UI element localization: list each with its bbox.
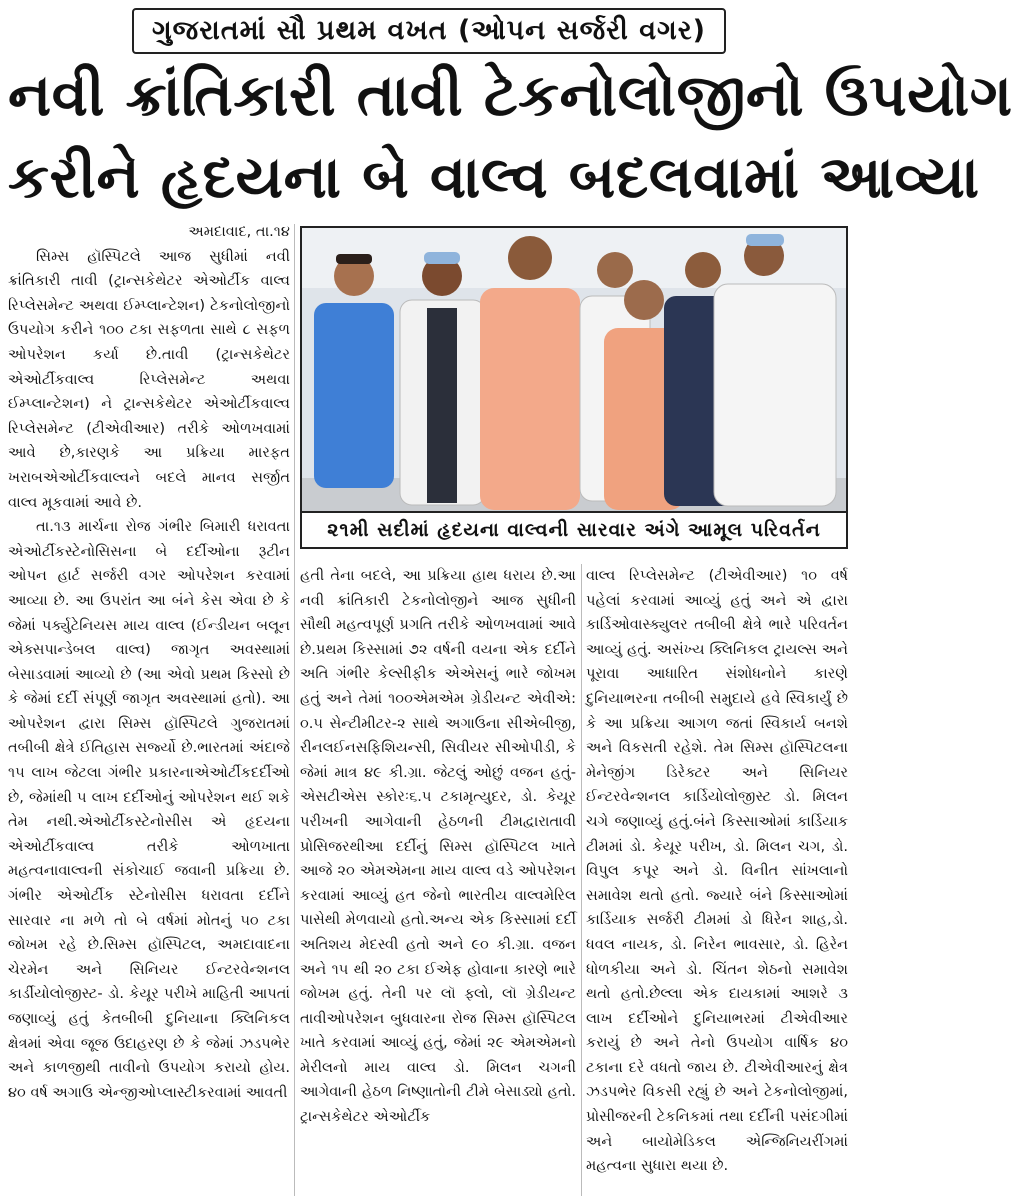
column-divider	[294, 224, 295, 1196]
headline-line-2: કરીને હૃદયના બે વાલ્વ બદલવામાં આવ્યા	[8, 143, 980, 211]
article-column-2	[300, 564, 576, 1196]
kicker-banner	[132, 8, 726, 54]
article-column-2-text: હતી તેના બદલે, આ પ્રક્રિયા હાથ ધરાય છે.આ નવી ક્રાંતિકારી ટેકનોલોજીને આજ સુધીની સૌથી મહત્વપૂર્ણ પ્રગતિ તરીકે ઓળખવામાં આવે છે.પ્રથમ કિસ્સામાં ૭૨ વર્ષની વયના એક દર્દીને અતિ ગંભીર કેલ્સીફીક એએસનું ભારે જોખમ હતું અને તેમાં ૧૦૦એમએમ ગ્રેડીયન્ટ એવીએ: ૦.૫ સેન્ટીમીટર-૨ સાથે અગાઉના સીએબીજી, રીનલઈનસફિશિયન્સી, સિવીયર સીઓપીડી, કે જેમાં માત્ર ૪૯ કી.ગ્રા. જેટલું ઓછું વજન હતું- એસટીએસ સ્કોરઃ૬.૫ ટકામૃત્યુદર, ડો. કેયૂર પરીખની આગેવાની હેઠળની ટીમદ્વારાતાવી પ્રોસિજરથીઆ દર્દીનું સિમ્સ હૉસ્પિટલ ખાતે આજે ૨૦ એમએમના માય વાલ્વ વડે ઓપરેશન કરવામાં આવ્યું હત જેનો ભારતીય વાલ્વમેરિલ પાસેથી મેળવાયો હતો.અન્ય એક કિસ્સામાં દર્દી અતિશય મેદસ્વી હતો અને ૯૦ કી.ગ્રા. વજન અને ૧૫ થી ૨૦ ટકા ઈએફ હોવાના કારણે ભારે જોખમ હતું. તેની પર લૉ ફ્લો, લૉ ગ્રેડીયન્ટ તાવીઓપરેશન બુધવારના રોજ સિમ્સ હૉસ્પિટલ ખાતે કરવામાં આવ્યું હતું, જેમાં ૨૯ એમએમનો મેરીલનો માય વાલ્વ ડો. મિલન ચગની આગેવાની હેઠળ નિષ્ણાતોની ટીમે બેસાડ્યો હતો. ટ્રાન્સકેથેટર એઓર્ટીક	[300, 567, 576, 1126]
article-paragraph-2: તા.૧૩ માર્ચના રોજ ગંભીર બિમારી ધરાવતા એઓર્ટીકસ્ટેનોસિસના બે દર્દીઓના રૂટીન ઓપન હાર્ટ સર્જરી વગર ઓપરેશન કરવામાં આવ્યા છે. આ ઉપરાંત આ બંને કેસ એવા છે કે જેમાં પર્ક્યુટેનિયસ માય વાલ્વ (ઈન્ડીયન બલૂન એક્સપાન્ડેબલ વાલ્વ) જાગૃત અવસ્થામાં બેસાડવામાં આવ્યો છે (આ એવો પ્રથમ કિસ્સો છે કે જેમાં દર્દી સંપૂર્ણ જાગૃત અવસ્થામાં હતો). આ ઓપરેશન દ્વારા સિમ્સ હૉસ્પિટલે ગુજરાતમાં તબીબી ક્ષેત્રે ઈતિહાસ સર્જ્યો છે.ભારતમાં અંદાજે ૧૫ લાખ જેટલા ગંભીર પ્રકારનાએઓર્ટીકદર્દીઓ છે, જેમાંથી ૫ લાખ દર્દીઓનું ઓપરેશન થઈ શકે તેમ નથી.એઓર્ટીકસ્ટેનોસીસ એ હૃદયના એઓર્ટીકવાલ્વ તરીકે ઓળખાતા મહત્વનાવાલ્વની સંકોચાઈ જવાની પ્રક્રિયા છે. ગંભીર એઓર્ટીક સ્ટેનોસીસ ધરાવતા દર્દીને સારવાર ના મળે તો બે વર્ષમાં મોતનું ૫૦ ટકા જોખમ રહે છે.સિમ્સ હૉસ્પિટલ, અમદાવાદના ચેરમેન અને સિનિયર ઈન્ટરવેન્શનલ કાર્ડીયોલોજીસ્ટ- ડો. કેયૂર પરીખે માહિતી આપતાં જણાવ્યું હતું કેતબીબી દુનિયાના ક્લિનિકલ ક્ષેત્રમાં એવા જૂજ ઉદાહરણ છે કે જેમાં ઝડપભેર અને કાળજીથી તાવીનો ઉપયોગ કરાયો હોય. ૪૦ વર્ષ અગાઉ એન્જીઓપ્લાસ્ટીકરવામાં આવતી	[8, 518, 290, 1101]
news-photo	[300, 226, 848, 549]
article-column-3-text: વાલ્વ રિપ્લેસમેન્ટ (ટીએવીઆર) ૧૦ વર્ષ પહેલાં કરવામાં આવ્યું હતું અને એ દ્વારા કાર્ડિઓવાસ્ક્યુલર તબીબી ક્ષેત્રે ભારે પરિવર્તન આવ્યું હતું. અસંખ્ય ક્લિનિકલ ટ્રાયલ્સ અને પૂરાવા આધારિત સંશોધનોને કારણે દુનિયાભરના તબીબી સમુદાયે હવે સ્વિકાર્યું છે કે આ પ્રક્રિયા આગળ જતાં સ્વિકાર્ય બનશે અને વિકસતી રહેશે. તેમ સિમ્સ હૉસ્પિટલના મેનેજીંગ ડિરેક્ટર અને સિનિયર ઈન્ટરવેન્શનલ કાર્ડિયોલોજીસ્ટ ડો. મિલન ચગે જણાવ્યું હતું.બંને કિસ્સાઓમાં કાર્ડિયાક ટીમમાં ડો. કેયૂર પરીખ, ડો. મિલન ચગ, ડો. વિપુલ કપૂર અને ડો. વિનીત સાંખલાનો સમાવેશ થતો હતો. જ્યારે બંને કિસ્સાઓમાં કાર્ડિયાક સર્જરી ટીમમાં ડો ધિરેન શાહ,ડો. ધવલ નાયક, ડો. નિરેન ભાવસાર, ડો. હિરેન ધોળકીયા અને ડો. ચિંતન શેઠનો સમાવેશ થતો હતો.છેલ્લા એક દાયકામાં આશરે ૩ લાખ દર્દીઓને દુનિયાભરમાં ટીએવીઆર કરાયું છે અને તેનો ઉપયોગ વાર્ષિક ૪૦ ટકાના દરે વધતો જાય છે. ટીએવીઆરનું ક્ષેત્ર ઝડપભેર વિકસી રહ્યું છે અને ટેકનોલોજીમાં, પ્રોસીજરની ટેકનિકમાં તથા દર્દીની પસંદગીમાં અને બાયોમેડિકલ એન્જિનિયરીંગમાં મહત્વના સુધારા થયા છે.	[586, 567, 848, 1175]
photo-caption-text: ૨૧મી સદીમાં હૃદયના વાલ્વની સારવાર અંગે આમૂલ પરિવર્તન	[327, 519, 821, 541]
column-divider	[581, 564, 582, 1196]
photo-group-of-doctors	[302, 228, 846, 511]
headline-line-1: નવી ક્રાંતિકારી તાવી ટેકનોલોજીનો ઉપયોગ	[8, 61, 1013, 129]
article-paragraph-1: સિમ્સ હૉસ્પિટલે આજ સુધીમાં નવી ક્રાંતિકારી તાવી (ટ્રાન્સકેથેટર એઓર્ટીક વાલ્વ રિપ્લેસમેન્ટ અથવા ઈમ્પ્લાન્ટેશન) ટેકનોલોજીનો ઉપયોગ કરીને ૧૦૦ ટકા સફળતા સાથે ૮ સફળ ઓપરેશન કર્યા છે.તાવી (ટ્રાન્સકેથેટર એઓર્ટીકવાલ્વ રિપ્લેસમેન્ટ અથવા ઈમ્પ્લાન્ટેશન) ને ટ્રાન્સકેથેટર એઓર્ટીકવાલ્વ રિપ્લેસમેન્ટ (ટીએવીઆર) તરીકે ઓળખવામાં આવે છે,કારણકે આ પ્રક્રિયા મારફત ખરાબએઓર્ટીકવાલ્વને બદલે માનવ સર્જીત વાલ્વ મૂકવામાં આવે છે.	[8, 247, 290, 511]
photo-caption	[302, 511, 846, 547]
dateline: અમદાવાદ, તા.૧૪	[188, 223, 290, 240]
article-column-1	[8, 220, 290, 1195]
article-column-3	[586, 564, 848, 1196]
kicker-text: ગુજરાતમાં સૌ પ્રથમ વખત (ઓપન સર્જરી વગર)	[151, 15, 707, 46]
